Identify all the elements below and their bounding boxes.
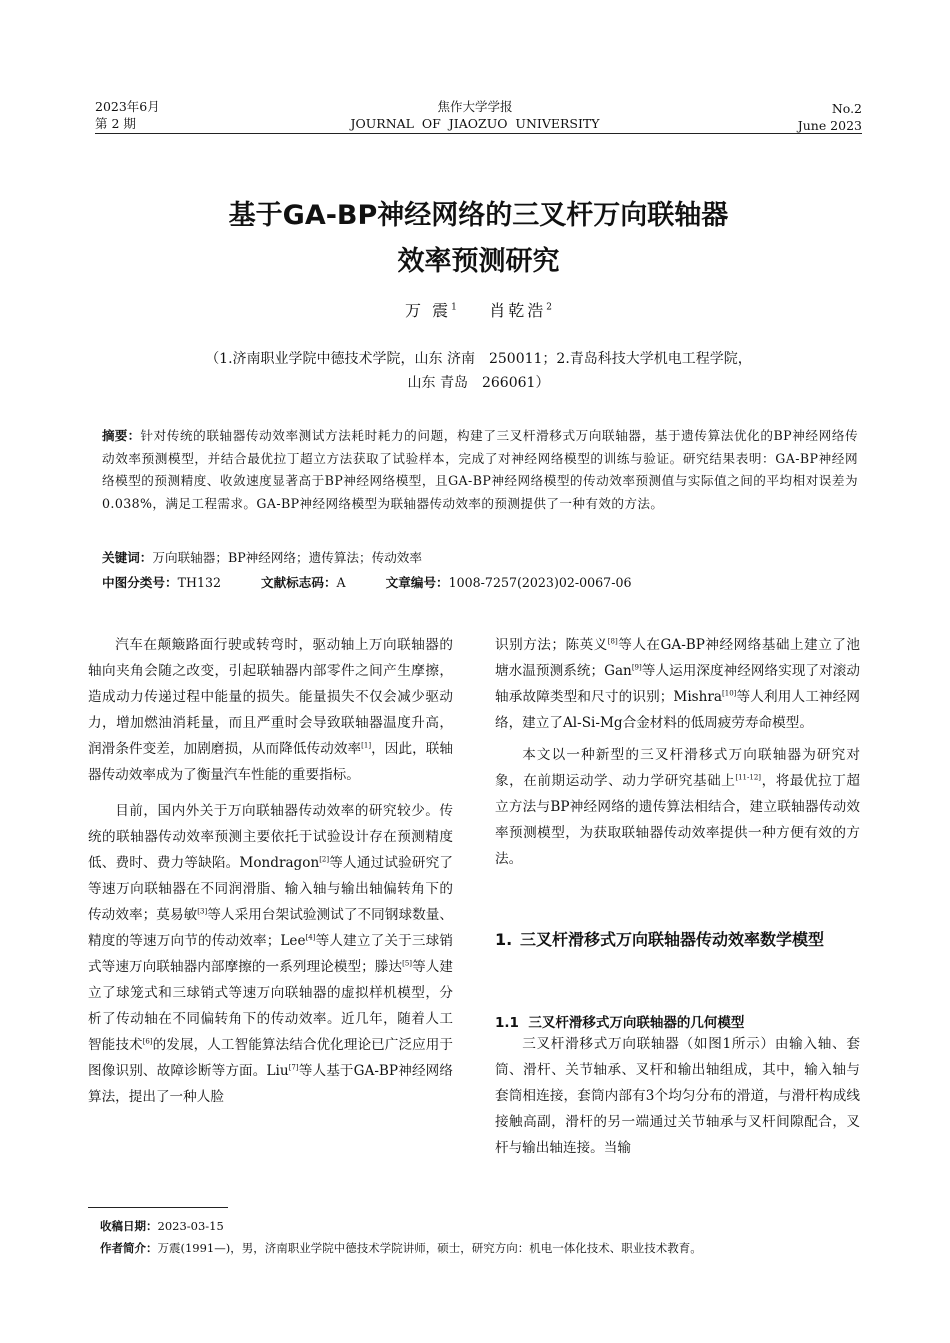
body-right-column-continued xyxy=(495,1031,860,1161)
header-issue-cn xyxy=(95,98,160,132)
clc-label: 中图分类号： xyxy=(102,575,178,590)
author-list xyxy=(95,298,862,321)
keywords-text: 万向联轴器；BP神经网络；遗传算法；传动效率 xyxy=(152,550,422,565)
journal-name-cn: 焦作大学学报 xyxy=(437,99,513,114)
paragraph xyxy=(495,742,860,872)
text-run: 等人采用台架试验测试了不同钢球数量、精度的等速万向节的传动效率；Lee xyxy=(88,907,454,949)
footnote-divider xyxy=(88,1207,228,1208)
paragraph xyxy=(88,798,453,1110)
classification-line xyxy=(102,572,858,594)
author-bio-value: 万震(1991—)，男，济南职业学院中德技术学院讲师，硕士，研究方向：机电一体化技术、职业技术教育。 xyxy=(157,1241,702,1255)
keywords-label: 关键词： xyxy=(102,550,153,565)
article-number-value: 1008-7257(2023)02-0067-06 xyxy=(448,575,632,590)
keywords xyxy=(102,547,858,569)
author-2-affil: 2 xyxy=(546,302,552,313)
citation: [5] xyxy=(402,959,413,968)
citation: [11-12] xyxy=(735,773,762,782)
citation: [2] xyxy=(319,855,330,864)
title-line-2: 效率预测研究 xyxy=(397,246,560,277)
author-bio-label: 作者简介： xyxy=(100,1241,158,1255)
author-1: 万 震 xyxy=(405,301,452,320)
paper-title xyxy=(95,193,862,285)
text-run: 等人通过试验研究了等速万向联轴器在不同润滑脂、输入轴与输出轴偏转角下的传动效率；莫易敏 xyxy=(88,855,453,923)
section-1-heading xyxy=(495,926,865,953)
section-1-title: 三叉杆滑移式万向联轴器传动效率数学模型 xyxy=(520,930,825,949)
doc-code-label: 文献标志码： xyxy=(260,575,337,590)
citation: [1] xyxy=(361,741,372,750)
abstract xyxy=(102,425,858,515)
citation: [9] xyxy=(631,663,642,672)
text-run: 汽车在颠簸路面行驶或转弯时，驱动轴上万向联轴器的轴向夹角会随之改变，引起联轴器内部零件之间产生摩擦，造成动力传递过程中能量的损失。能量损失不仅会减少驱动力，增加燃油消耗量，而且严重时会导致联轴器温度升高，润滑条件变差，加剧磨损，从而降低传动效率 xyxy=(88,637,453,757)
header-journal xyxy=(300,98,650,132)
affiliation-line-1: （1.济南职业学院中德技术学院，山东 济南 250011；2.青岛科技大学机电工程学院， xyxy=(205,351,752,367)
text-run: 本文以一种新型的三叉杆滑移式万向联轴器为研究对象，在前期运动学、动力学研究基础上 xyxy=(495,747,860,789)
citation: [6] xyxy=(142,1037,153,1046)
section-1-number: 1. xyxy=(495,930,513,949)
section-1-1-heading: 1.1 三叉杆滑移式万向联轴器的几何模型 xyxy=(495,1015,745,1031)
issue-date: June 2023 xyxy=(797,118,862,133)
text-run: 目前，国内外关于万向联轴器传动效率的研究较少。传统的联轴器传动效率预测主要依托于试验设计存在预测精度低、费时、费力等缺陷。Mondragon xyxy=(88,803,453,871)
citation: [4] xyxy=(305,933,316,942)
author-bio xyxy=(100,1239,860,1257)
received-label: 收稿日期： xyxy=(100,1219,158,1233)
citation: [7] xyxy=(288,1063,299,1072)
text-run: 等人运用深度神经网络实现了对滚动轴承故障类型和尺寸的识别；Mishra xyxy=(495,663,861,705)
header-issue: 第 2 期 xyxy=(95,116,136,131)
affiliations xyxy=(95,347,862,395)
text-run: 等人利用人工神经网络，建立了Al-Si-Mg合金材料的低周疲劳寿命模型。 xyxy=(495,689,860,731)
body-right-column xyxy=(495,632,860,872)
affiliation-line-2: 山东 青岛 266061） xyxy=(407,375,550,391)
text-run: 的发展，人工智能算法结合优化理论已广泛应用于图像识别、故障诊断等方面。Liu xyxy=(88,1037,454,1079)
text-run: 等人建立了关于三球销式等速万向联轴器内部摩擦的一系列理论模型；滕达 xyxy=(88,933,454,975)
header-divider xyxy=(95,133,862,134)
journal-name-en: JOURNAL OF JIAOZUO UNIVERSITY xyxy=(350,116,600,131)
article-number-label: 文章编号： xyxy=(385,575,449,590)
text-run: ，将最优拉丁超立方法与BP神经网络的遗传算法相结合，建立联轴器传动效率预测模型，为获取联轴器传动效率提供一种方便有效的方法。 xyxy=(495,773,861,867)
paragraph: 三叉杆滑移式万向联轴器（如图1所示）由输入轴、套筒、滑杆、关节轴承、叉杆和输出轴组成，其中，输入轴与套筒相连接，套筒内部有3个均匀分布的滑道，与滑杆构成线接触高副，滑杆的另一端通过关节轴承与叉杆间隙配合，叉杆与输出轴连接。当输 xyxy=(495,1036,860,1156)
doc-code-value: A xyxy=(336,575,346,590)
abstract-label: 摘要： xyxy=(102,428,141,443)
citation: [10] xyxy=(722,689,737,698)
text-run: 等人基于GA-BP神经网络算法，提出了一种人脸 xyxy=(88,1063,454,1105)
abstract-text: 针对传统的联轴器传动效率测试方法耗时耗力的问题，构建了三叉杆滑移式万向联轴器，基于遗传算法优化的BP神经网络传动效率预测模型，并结合最优拉丁超立方法获取了试验样本，完成了对神经网络模型的训练与验证。研究结果表明：GA-BP神经网络模型的预测精度、收敛速度显著高于BP神经网络模型，且GA-BP神经网络模型的传动效率预测值与实际值之间的平均相对误差为0.038%，满足工程需求。GA-BP神经网络模型为联轴器传动效率的预测提供了一种有效的方法。 xyxy=(102,428,858,511)
received-date xyxy=(100,1217,860,1235)
citation: [8] xyxy=(607,637,618,646)
text-run: 等人建立了球笼式和三球销式等速万向联轴器的虚拟样机模型，分析了传动轴在不同偏转角下的传动效率。近几年，随着人工智能技术 xyxy=(88,959,454,1053)
issue-number: No.2 xyxy=(831,101,862,116)
title-line-1: 基于GA-BP神经网络的三叉杆万向联轴器 xyxy=(228,200,729,231)
paragraph xyxy=(88,632,453,788)
text-run: ，因此，联轴器传动效率成为了衡量汽车性能的重要指标。 xyxy=(88,741,454,783)
citation: [3] xyxy=(197,907,208,916)
text-run: 识别方法；陈英义 xyxy=(495,637,608,653)
received-value: 2023-03-15 xyxy=(157,1219,224,1233)
header-issue-en xyxy=(798,100,862,134)
author-2: 肖乾浩 xyxy=(489,301,547,320)
paragraph xyxy=(495,632,860,736)
clc-value: TH132 xyxy=(177,575,221,590)
author-1-affil: 1 xyxy=(451,302,457,313)
header-date: 2023年6月 xyxy=(95,99,160,114)
body-left-column xyxy=(88,632,453,1110)
text-run: 等人在GA-BP神经网络基础上建立了池塘水温预测系统；Gan xyxy=(495,637,861,679)
